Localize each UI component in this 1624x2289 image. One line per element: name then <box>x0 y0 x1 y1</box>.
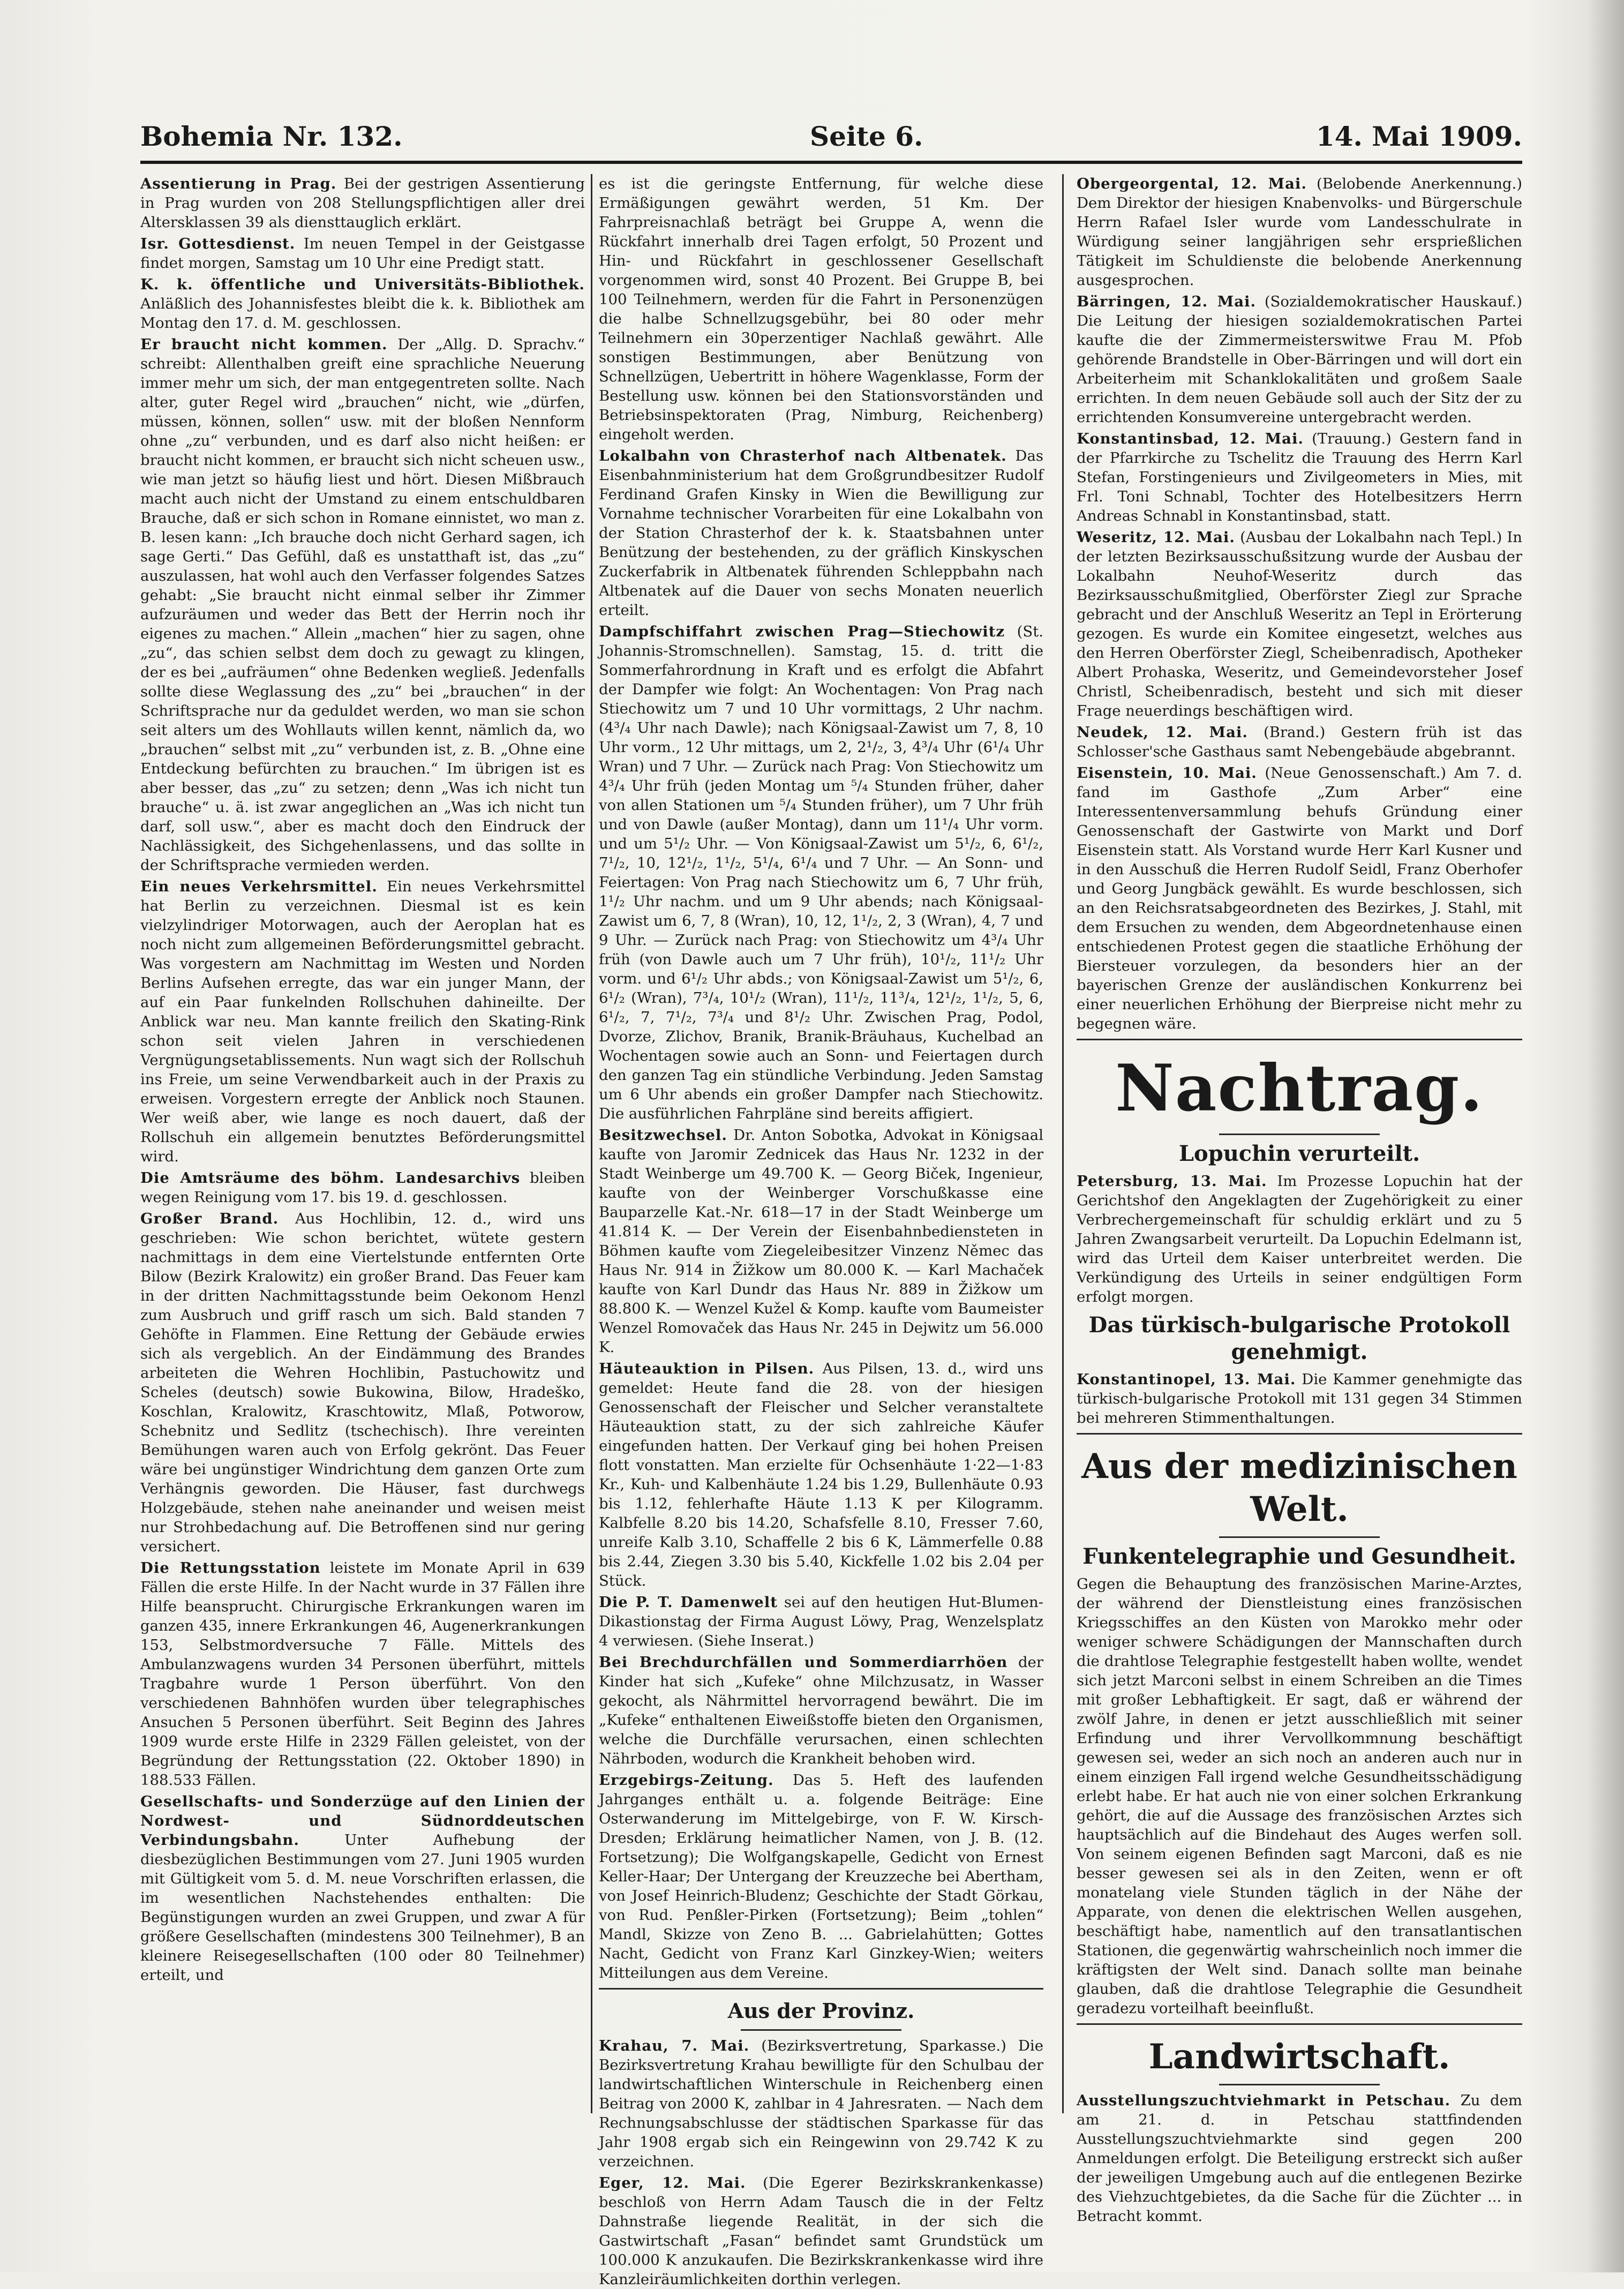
article-keyword: Konstantinopel, 13. Mai. <box>1077 1371 1296 1388</box>
article-text: Ein neues Verkehrsmittel hat Berlin zu verzeichnen. Diesmal ist es kein vielzylindriger Motorwagen, auch der Aeroplan hat es noch nicht zum allgemeinen Beförderungsmittel gebracht. Was vorgestern am Nachmittag im Westen und Norden Berlins Aufsehen erregte, das war ein junger Mann, der auf ein Paar funkelnden Rollschuhen dahineilte. Der Anblick war neu. Man kannte freilich den Skating-Rink schon seit vielen Jahren in verschiedenen Vergnügungsetablissements. Nun wagt sich der Rollschuh ins Freie, um seine Verwendbarkeit auch in der Praxis zu erweisen. Vorgestern erregte der Anblick noch Staunen. Wer weiß aber, wie lange es noch dauert, daß der Rollschuh ein allgemein benutztes Beförderungsmittel wird. <box>140 878 585 1165</box>
article-paragraph <box>140 174 585 232</box>
article-paragraph <box>1077 1574 1522 2018</box>
article-keyword: Krahau, 7. Mai. <box>599 2037 750 2054</box>
article-paragraph <box>1077 1172 1522 1307</box>
article-paragraph <box>140 234 585 273</box>
article-paragraph <box>140 877 585 1166</box>
article-paragraph <box>599 1653 1043 1768</box>
section-rule <box>1219 1134 1380 1135</box>
article-paragraph <box>140 275 585 333</box>
article-paragraph <box>1077 1370 1522 1428</box>
article-paragraph <box>1077 292 1522 427</box>
article-keyword: Gesellschafts- und Sonderzüge auf den Linien der Nordwest- und Südnorddeutschen Verbindungsbahn. <box>140 1793 585 1849</box>
article-keyword: Er braucht nicht kommen. <box>140 336 388 353</box>
article-paragraph <box>599 1770 1043 1983</box>
column-divider <box>591 174 592 2113</box>
section-rule <box>1219 1536 1380 1538</box>
article-text: Die Kammer genehmigte das türkisch-bulgarische Protokoll mit 131 gegen 34 Stimmen bei mehreren Stimmenthaltungen. <box>1077 1371 1522 1427</box>
article-paragraph <box>1077 723 1522 761</box>
article-keyword: Die Rettungsstation <box>140 1559 321 1577</box>
article-keyword: Erzgebirgs-Zeitung. <box>599 1772 774 1789</box>
article-text: (St. Johannis-Stromschnellen). Samstag, 15. d. tritt die Sommerfahrordnung in Kraft und es erfolgt die Abfahrt der Dampfer wie folgt: An Wochentagen: Von Prag nach Stiechowitz um 7 und 10 Uhr vormittags, 2 Uhr nachm. (4³/₄ Uhr nach Dawle); nach Königsaal-Zawist um 7, 8, 10 Uhr vorm., 12 Uhr mittags, um 2, 2¹/₂, 3, 4³/₄ Uhr (6¹/₄ Uhr Wran) und 7 Uhr. — Zurück nach Prag: Von Stiechowitz um 4³/₄ Uhr früh (jeden Montag um ⁵/₄ Stunden früher, daher von allen Stationen um ⁵/₄ Stunden früher), um 7 Uhr früh und von Dawle (außer Montag), dann um 11¹/₄ Uhr vorm. und um 5¹/₂ Uhr. — Von Königsaal-Zawist um 5¹/₂, 6, 6¹/₂, 7¹/₂, 10, 12¹/₂, 1¹/₂, 5¹/₄, 6¹/₄ und 7 Uhr. — An Sonn- und Feiertagen: Von Prag nach Stiechowitz um 6, 7 Uhr früh, 1¹/₂ Uhr nachm. und um 9 Uhr abends; nach Königsaal-Zawist um 6, 7, 8 (Wran), 10, 12, 1¹/₂, 2, 3 (Wran), 4, 7 und 9 Uhr. — Zurück nach Prag: von Stiechowitz um 4³/₄ Uhr früh (von Dawle auch um 7 Uhr früh), 10¹/₂, 11¹/₂ Uhr vorm. und 6¹/₂ Uhr abds.; von Königsaal-Zawist um 5¹/₂, 6, 6¹/₂ (Wran), 7³/₄, 10¹/₂ (Wran), 11¹/₂, 11³/₄, 12¹/₂, 1¹/₂, 5, 6, 6¹/₂, 7, 7¹/₂, 7³/₄ und 8¹/₂ Uhr. Zwischen Prag, Podol, Dvorze, Zlichov, Branik, Branik-Bräuhaus, Kuchelbad an Wochentagen sowie auch an Sonn- und Feiertagen durch den ganzen Tag ein stündliche Verbindung. Jeden Samstag um 6 Uhr abends ein großer Dampfer nach Stiechowitz. Die ausführlichen Fahrpläne sind bereits affigiert. <box>599 623 1043 1122</box>
article-keyword: Die Amtsräume des böhm. Landesarchivs <box>140 1169 521 1187</box>
article-text: Anläßlich des Johannisfestes bleibt die k. k. Bibliothek am Montag den 17. d. M. geschlossen. <box>140 295 585 332</box>
article-keyword: Ausstellungszuchtviehmarkt in Petschau. <box>1077 2092 1451 2109</box>
article-paragraph <box>599 446 1043 620</box>
article-text: sei auf den heutigen Hut-Blumen-Dikastionstag der Firma August Löwy, Prag, Wenzelsplatz 4 verwiesen. (Siehe Inserat.) <box>599 1594 1044 1649</box>
article-text: Der „Allg. D. Sprachv.“ schreibt: Allenthalben greift eine sprachliche Neuerung immer mehr um sich, der man entgegentreten sollte. Nach alter, guter Regel wird „brauchen“ nicht, wie „dürfen, müssen, können, sollen“ usw. mit der bloßen Nennform ohne „zu“ verbunden, und es darf also nicht heißen: er braucht nicht kommen, er braucht sich nicht scheuen usw., wie man jetzt so häufig liest und hört. Diesen Mißbrauch macht auch nicht der Umstand zu einem entschuldbaren Brauche, daß er sich schon in Romane einnistet, wo man z. B. lesen kann: „Ich brauche doch nicht Gerhard sagen, ich sage Gerti.“ Das Gefühl, daß es unstatthaft ist, das „zu“ auszulassen, hat wohl auch den Verfasser folgendes Satzes gehabt: „Sie braucht nicht einmal selber ihr Zimmer aufzuräumen und weder das Bett der Herrin noch ihr eigenes zu machen.“ Allein „machen“ hier zu sagen, ohne „zu“, das schien selbst dem doch zu gewagt zu klingen, der es bei „aufräumen“ ohne Bedenken wegließ. Jedenfalls sollte diese Weglassung des „zu“ bei „brauchen“ in der Schriftsprache nur da geduldet werden, wo man sie schon seit alters um des Wohllauts willen kennt, nämlich da, wo „brauchen“ selbst mit „zu“ verbunden ist, z. B. „Ohne eine Entdeckung befürchten zu brauchen.“ Im übrigen ist es aber besser, das „zu“ zu setzen; denn „Was ich nicht tun brauche“ u. ä. ist zwar angeglichen an „Was ich nicht tun darf, soll usw.“, aber es macht doch den Eindruck der Nachlässigkeit, des Sichgehenlassens, und das sollte in der Schriftsprache vermieden werden. <box>140 336 585 874</box>
article-text: Aus Pilsen, 13. d., wird uns gemeldet: Heute fand die 28. von der hiesigen Genossenschaft der Fleischer und Selcher veranstaltete Häuteauktion statt, zu der sich zahlreiche Käufer eingefunden hatten. Der Verkauf ging bei hohen Preisen flott vonstatten. Man erzielte für Ochsenhäute 1·22—1·83 Kr., Kuh- und Kalbenhäute 1.24 bis 1.29, Bullenhäute 0.93 bis 1.12, fehlerhafte Häute 1.13 K per Kilogramm. Kalbfelle 8.20 bis 14.20, Schafsfelle 8.10, Fresser 7.60, unreife Kalb 3.10, Schaffelle 2 bis 6 K, Lämmerfelle 0.88 bis 2.44, Ziegen 3.30 bis 5.40, Kickfelle 1.02 bis 2.04 per Stück. <box>599 1360 1043 1589</box>
article-text: (Brand.) Gestern früh ist das Schlosser'sche Gasthaus samt Nebengebäude abgebrannt. <box>1077 724 1522 760</box>
section-rule <box>599 1988 1043 1990</box>
article-keyword: Dampfschiffahrt zwischen Prag—Stiechowitz <box>599 623 1005 640</box>
article-paragraph <box>140 1209 585 1556</box>
header-rule <box>140 161 1522 164</box>
article-keyword: Petersburg, 13. Mai. <box>1077 1173 1267 1190</box>
article-paragraph <box>1077 763 1522 1033</box>
article-paragraph <box>599 2036 1043 2171</box>
article-text: (Sozialdemokratischer Hauskauf.) Die Leitung der hiesigen sozialdemokratischen Partei kaufte die der Zimmermeisterswitwe Frau M. Pfob gehörende Brandstelle in Ober-Bärringen und will dort ein Arbeiterheim mit Schanklokalitäten und großem Saale errichten. In dem neuen Gebäude soll auch der Sitz der zu errichtenden Konsumvereine untergebracht werden. <box>1077 293 1523 426</box>
article-text: bleiben wegen Reinigung vom 17. bis 19. d. geschlossen. <box>140 1169 585 1206</box>
column-1 <box>140 174 585 2113</box>
article-text: Im neuen Tempel in der Geistgasse findet morgen, Samstag um 10 Uhr eine Predigt statt. <box>140 235 585 272</box>
article-text: Zu dem am 21. d. in Petschau stattfindenden Ausstellungszuchtviehmarkte sind gegen 200 Anmeldungen erfolgt. Die Beteiligung erstreckt sich außer der jeweiligen Umgebung auch auf die entlegenen Bezirke des Viehzuchtgebietes, da die Sache für die Züchter ... in Betracht kommt. <box>1077 2092 1522 2225</box>
section-rule <box>1077 2023 1522 2025</box>
page-header <box>140 121 1522 163</box>
article-keyword: Lokalbahn von Chrasterhof nach Altbenatek. <box>599 447 1007 464</box>
section-heading: Landwirtschaft. <box>1148 2037 1450 2077</box>
article-text: Aus Hochlibin, 12. d., wird uns geschrieben: Wie schon berichtet, wütete gestern nachmittags in dem eine Viertelstunde entfernten Orte Bilow (Bezirk Kralowitz) ein großer Brand. Das Feuer kam in der dritten Nachmittagsstunde beim Oekonom Henzl zum Ausbruch und griff rasch um sich. Bald standen 7 Gehöfte in Flammen. Eine Rettung der Gebäude erwies sich als vergeblich. An der Eindämmung des Brandes arbeiteten die Wehren Hochlibin, Pastuchowitz und Scheles (deutsch) sowie Bukowina, Bilow, Hradeško, Koschlan, Kralowitz, Kraschtowitz, Mlaß, Potworow, Schebnitz und Sedlitz (tschechisch). Ihre vereinten Bemühungen waren auch von Erfolg gekrönt. Das Feuer wäre bei ungünstiger Windrichtung dem ganzen Orte zum Verhängnis geworden. Die Häuser, fast durchwegs Holzgebäude, stehen nahe aneinander und weisen meist nur Strohbedachung auf. Die Betroffenen sind nur gering versichert. <box>140 1210 585 1555</box>
article-text: (Ausbau der Lokalbahn nach Tepl.) In der letzten Bezirksausschußsitzung wurde der Ausbau der Lokalbahn Neuhof-Weseritz durch das Bezirksausschußmitglied, Oberförster Ziegl zur Sprache gebracht und der Anschluß Weseritz an Tepl in Erörterung gezogen. Es wurde ein Komitee eingesetzt, welches aus den Herren Oberförster Ziegl, Scheibenradisch, Apotheker Albert Prohaska, Weseritz, und Gemeindevorsteher Josef Christl, Scheibenradisch, besteht und sich mit dieser Frage neuerdings beschäftigen wird. <box>1077 529 1522 719</box>
section-rule <box>1077 1039 1522 1040</box>
article-paragraph <box>1077 429 1522 526</box>
article-paragraph <box>599 174 1043 444</box>
article-text: Gegen die Behauptung des französischen Marine-Arztes, der während der Dienstleistung eines französischen Kriegsschiffes an den Küsten von Marokko mehr oder weniger schwere Schädigungen der Mannschaften durch die drahtlose Telegraphie festgestellt haben wollte, wendet sich jetzt Marconi selbst in einem Schreiben an die Times mit großer Lebhaftigkeit. Er sagt, daß er während der zwölf Jahre, in denen er jetzt ausschließlich mit seiner Erfindung und ihrer Vervollkommnung beschäftigt gewesen sei, weder an sich noch an anderen auch nur in einem einzigen Fall irgend welche Gesundheitsschädigung erlebt habe. Er hat auch nie von einer solchen Erkrankung gehört, die auf die Aussage des französischen Arztes sich hauptsächlich auf die Bindehaut des Auges werfen soll. Von seinem eigenen Befinden sagt Marconi, daß es nie besser gewesen sei als in den Zeiten, wenn er oft monatelang viele Stunden täglich in der Nähe der Apparate, von denen die elektrischen Wellen ausgehen, beschäftigt habe, namentlich auf den transatlantischen Stationen, die gegenwärtig wahrscheinlich noch immer die kräftigsten der Welt sind. Danach sollte man beinahe glauben, daß die drahtlose Telegraphie die Gesundheit geradezu vorteilhaft beeinflußt. <box>1077 1575 1522 2017</box>
article-text: der Kinder hat sich „Kufeke“ ohne Milchzusatz, in Wasser gekocht, als Nährmittel hervorragend bewährt. Die im „Kufeke“ enthaltenen Eiweißstoffe bieten den Organismen, welche die Durchfälle verursachen, einen schlechten Nährboden, wodurch die Krankheit behoben wird. <box>599 1654 1043 1767</box>
article-text: (Die Egerer Bezirkskrankenkasse) beschloß von Herrn Adam Tausch die in der Feltz Dahnstraße liegende Realität, in der sich die Gastwirtschaft „Fasan“ befindet samt Grundstück um 100.000 K anzukaufen. Die Bezirkskrankenkasse wird ihre Kanzleiräumlichkeiten dorthin verlegen. <box>599 2174 1043 2288</box>
article-text: Dr. Anton Sobotka, Advokat in Königsaal kaufte von Jaromir Zednicek das Haus Nr. 1232 in der Stadt Weinberge um 49.700 K. — Georg Biček, Ingenieur, kaufte von der Weinberger Vorschußkasse eine Bauparzelle Kat.-Nr. 618—17 in der Stadt Weinberge um 41.814 K. — Der Verein der Eisenbahnbediensteten in Böhmen kaufte vom Ziegeleibesitzer Vinzenz Němec das Haus Nr. 914 in Žižkow um 80.000 K. — Karl Machaček kaufte von Karl Dundr das Haus Nr. 889 in Žižkow um 88.800 K. — Wenzel Kužel & Komp. kaufte vom Baumeister Wenzel Romovaček das Haus Nr. 245 in Dejwitz um 56.000 K. <box>599 1127 1043 1356</box>
article-keyword: Bärringen, 12. Mai. <box>1077 293 1257 310</box>
header-issue: Bohemia Nr. 132. <box>140 121 403 152</box>
article-text: leistete im Monate April in 639 Fällen die erste Hilfe. In der Nacht wurde in 37 Fällen ihre Hilfe beansprucht. Chirurgische Erkrankungen waren im ganzen 435, innere Erkrankungen 46, Augenerkrankungen 153, Selbstmordversuche 7 Fälle. Mittels des Ambulanzwagens wurden 34 Personen überführt, mittels Tragbahre wurde 1 Person überführt. Von den verschiedenen Bahnhöfen wurden über telegraphisches Ansuchen 5 Personen überführt. Seit Beginn des Jahres 1909 wurde erste Hilfe in 2329 Fällen geleistet, von der Begründung der Rettungsstation (22. Oktober 1890) in 188.533 Fällen. <box>140 1559 585 1789</box>
article-paragraph <box>1077 2091 1522 2226</box>
article-keyword: Isr. Gottesdienst. <box>140 235 296 252</box>
header-date: 14. Mai 1909. <box>1315 121 1522 152</box>
article-keyword: Bei Brechdurchfällen und Sommerdiarrhöen <box>599 1654 1008 1671</box>
section-rule <box>1219 2084 1380 2085</box>
article-paragraph <box>140 1792 585 1985</box>
article-text: (Bezirksvertretung, Sparkasse.) Die Bezirksvertretung Krahau bewilligte für den Schulbau der landwirtschaftlichen Winterschule in Reichenberg einen Beitrag von 2000 K, zahlbar in 4 Jahresraten. — Nach dem Rechnungsabschlusse der städtischen Sparkasse für das Jahr 1908 ergab sich ein Reingewinn von 29.742 K zu verzeichnen. <box>599 2037 1044 2170</box>
article-keyword: K. k. öffentliche und Universitäts-Bibliothek. <box>140 276 585 293</box>
column-2 <box>599 174 1044 2288</box>
article-paragraph <box>1077 528 1522 721</box>
section-rule <box>741 2029 901 2031</box>
page-edge-shadow <box>1587 0 1624 2272</box>
section-rule <box>1077 1433 1522 1435</box>
header-page-number: Seite 6. <box>810 121 923 152</box>
article-text: Im Prozesse Lopuchin hat der Gerichtshof den Angeklagten der Zugehörigkeit zu einer Verbrechergemeinschaft für schuldig erklärt und zu 5 Jahren Zwangsarbeit verurteilt. Da Lopuchin Edelmann ist, wird das Urteil dem Kaiser unterbreitet werden. Die Verkündigung des Urteils in seiner endgültigen Form erfolgt morgen. <box>1077 1173 1522 1305</box>
article-keyword: Die P. T. Damenwelt <box>599 1594 778 1611</box>
article-paragraph <box>599 1359 1043 1590</box>
article-headline: Das türkisch-bulgarische Protokoll genehmigt. <box>1088 1312 1510 1364</box>
article-paragraph <box>599 1593 1043 1650</box>
article-paragraph <box>599 622 1043 1123</box>
article-text: (Neue Genossenschaft.) Am 7. d. fand im Gasthofe „Zum Arber“ eine Interessentenversammlung behufs Gründung einer Genossenschaft der Gastwirte von Markt und Dorf Eisenstein statt. Als Vorstand wurde Herr Karl Kusner und in den Ausschuß die Herren Rudolf Seidl, Franz Oberhofer und Georg Jungbäck gewählt. Es wurde beschlossen, sich an den Reichsratsabgeordneten des Bezirkes, J. Stahl, mit dem Ersuchen zu wenden, dem Abgeordnetenhause einen entschiedenen Protest gegen die staatliche Erhöhung der Biersteuer vorzulegen, da besonders hier an der bayerischen Grenze der ausländischen Konkurrenz bei einer neuerlichen Erhöhung der Bierpreise nicht mehr zu begegnen wäre. <box>1077 764 1523 1032</box>
article-keyword: Großer Brand. <box>140 1210 279 1227</box>
article-headline: Funkentelegraphie und Gesundheit. <box>1082 1544 1516 1569</box>
section-heading: Aus der Provinz. <box>727 1999 915 2023</box>
article-headline: Lopuchin verurteilt. <box>1178 1141 1420 1166</box>
article-keyword: Assentierung in Prag. <box>140 175 337 192</box>
article-keyword: Konstantinsbad, 12. Mai. <box>1077 430 1304 447</box>
article-keyword: Häuteauktion in Pilsen. <box>599 1360 815 1377</box>
article-keyword: Obergeorgental, 12. Mai. <box>1077 175 1307 192</box>
article-keyword: Ein neues Verkehrsmittel. <box>140 878 378 895</box>
article-keyword: Besitzwechsel. <box>599 1127 727 1144</box>
article-keyword: Eger, 12. Mai. <box>599 2174 746 2192</box>
article-paragraph <box>599 2173 1043 2289</box>
article-text: es ist die geringste Entfernung, für welche diese Ermäßigungen gewährt werden, 51 Km. Der Fahrpreisnachlaß beträgt bei Gruppe A, wenn die Rückfahrt innerhalb drei Tagen erfolgt, 50 Prozent und Hin- und Rückfahrt in geschlossener Gesellschaft vorgenommen wird, sonst 40 Prozent. Bei Gruppe B, bei 100 Teilnehmern, werden für die Fahrt in Personenzügen die halbe Schnellzugsgebühr, bei 80 oder mehr Teilnehmern ein 30perzentiger Nachlaß gewährt. Alle sonstigen Bestimmungen, aber Benützung von Schnellzügen, Uebertritt in höhere Wagenklasse, Form der Bestellung usw. können bei den Stationsvorständen und Betriebsinspektoraten (Prag, Nimburg, Reichenberg) eingeholt werden. <box>599 175 1043 443</box>
article-keyword: Neudek, 12. Mai. <box>1077 724 1248 741</box>
article-text: Bei der gestrigen Assentierung in Prag wurden von 208 Stellungspflichtigen aller drei Altersklassen 39 als diensttauglich erklärt. <box>140 175 585 231</box>
column-divider <box>1062 174 1064 2113</box>
section-heading: Aus der medizinischen Welt. <box>1081 1446 1517 1529</box>
section-heading: Nachtrag. <box>1115 1050 1484 1126</box>
article-text: (Belobende Anerkennung.) Dem Direktor der hiesigen Knabenvolks- und Bürgerschule Herrn Rafael Isler wurde vom Landesschulrate in Würdigung seiner langjährigen sehr ersprießlichen Tätigkeit im Schuldienste die belobende Anerkennung ausgesprochen. <box>1077 175 1522 289</box>
article-text: Das 5. Heft des laufenden Jahrganges enthält u. a. folgende Beiträge: Eine Osterwanderung im Mittelgebirge, von F. W. Kirsch-Dresden; Erklärung heimatlicher Namen, von J. B. (12. Fortsetzung); Die Wolfgangskapelle, Gedicht von Ernest Keller-Haar; Der Untergang der Kreuzzeche bei Abertham, von Josef Heinrich-Bludenz; Geschichte der Stadt Görkau, von Rud. Penßler-Pirken (Fortsetzung); Beim „tohlen“ Mandl, Skizze von Zeno B. ... Gabrielahütten; Gottes Nacht, Gedicht von Franz Karl Ginzkey-Wien; weiters Mitteilungen aus dem Vereine. <box>599 1772 1043 1982</box>
article-paragraph <box>140 1558 585 1790</box>
article-text: (Trauung.) Gestern fand in der Pfarrkirche zu Tschelitz die Trauung des Herrn Karl Stefan, Forstingenieurs und Zivilgeometers in Mies, mit Frl. Toni Schnabl, Tochter des Hotelbesitzers Herrn Andreas Schnabl in Konstantinsbad, statt. <box>1077 430 1522 524</box>
article-keyword: Eisenstein, 10. Mai. <box>1077 764 1257 782</box>
article-text: Das Eisenbahnministerium hat dem Großgrundbesitzer Rudolf Ferdinand Grafen Kinsky in Wien die Bewilligung zur Vornahme technischer Vorarbeiten für eine Lokalbahn von der Station Chrasterhof der k. k. Staatsbahnen unter Benützung der bestehenden, zu der gräflich Kinskyschen Zuckerfabrik in Altbenatek führenden Schleppbahn nach Altbenatek auf die Dauer von sechs Monaten neuerlich erteilt. <box>599 447 1043 619</box>
article-paragraph <box>1077 174 1522 290</box>
article-text: Unter Aufhebung der diesbezüglichen Bestimmungen vom 27. Juni 1905 wurden mit Gültigkeit vom 5. d. M. neue Vorschriften erlassen, die im wesentlichen Nachstehendes enthalten: Die Begünstigungen wurden an zwei Gruppen, und zwar A für größere Gesellschaften (mindestens 300 Teilnehmer), B an kleinere Reisegesellschaften (100 oder 80 Teilnehmer) erteilt, und <box>140 1832 585 1984</box>
column-3 <box>1077 174 1523 2225</box>
article-paragraph <box>140 335 585 875</box>
article-paragraph <box>599 1125 1043 1357</box>
article-paragraph <box>140 1168 585 1207</box>
article-keyword: Weseritz, 12. Mai. <box>1077 529 1235 546</box>
